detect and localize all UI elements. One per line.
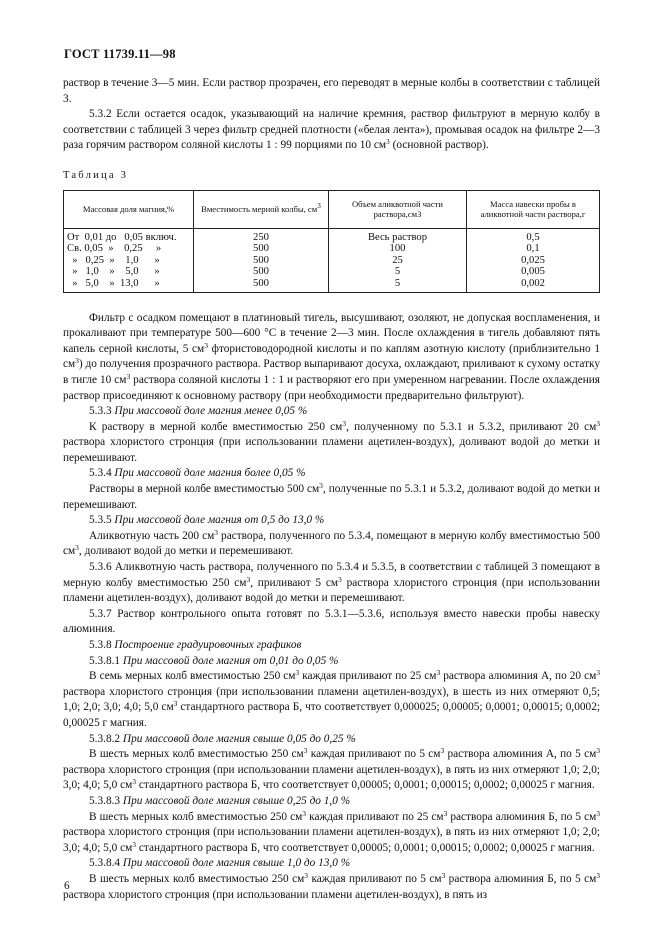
col-header-sample-mass: Масса навески пробы в аликвотной части раствора,г — [467, 190, 600, 228]
superscript: 3 — [204, 340, 208, 350]
document-header: ГОСТ 11739.11—98 — [64, 47, 176, 61]
superscript: 3 — [304, 870, 309, 880]
table-cell: 250 — [194, 228, 329, 243]
subsection-title: Построение градуировочных графиков — [114, 639, 302, 651]
paragraph-5-3-2: 5.3.2 Если остается осадок, указывающий на наличие кремния, раствор фильтруют в мерную колбу в соответствии с таблицей 3 через фильтр средней плотности («белая лента»), промывая осадок на фильтре 2—3 раза горячим раствором соляной кислоты 1 : 99 порциями по 10 $см^3$ (основной раствор). — [63, 108, 600, 152]
superscript: 3 — [214, 527, 218, 537]
subsection-heading — [63, 638, 600, 654]
superscript: 3 — [440, 746, 445, 756]
superscript: 3 — [443, 808, 448, 818]
table-cell: » 0,25 » 1,0 » — [64, 255, 194, 267]
table-cell: Св. 0,05 » 0,25 » — [64, 243, 194, 255]
table-row — [64, 228, 600, 243]
paragraph: 5.3.6 Аликвотную часть раствора, полученного по 5.3.4 и 5.3.5, в соответствии с таблицей 3 помещают в мерную колбу вместимостью 250 $см^3$, приливают 5 $см^3$ раствора хлористого стронция (при использовании пламени ацетилен-воздух), доливают водой до метки и перемешивают. — [63, 561, 600, 605]
superscript: 3 — [317, 200, 321, 210]
table-3 — [63, 190, 600, 293]
table-cell: 500 — [194, 266, 329, 278]
col-header-aliquot-volume: Объем аликвотной части раствора,см3 — [329, 190, 467, 228]
table-cell: 0,5 — [467, 228, 600, 243]
superscript: 3 — [132, 777, 137, 787]
paragraph: В шесть мерных колб вместимостью 250 $см^3$ каждая приливают по 25 $см^3$ раствора алюминия Б, по 5 $см^3$ раствора хлористого стронция (при использовании пламени ацетилен-воздух), в пять из них отмеряют 1,0; 2,0; 3,0; 4,0; 5,0 $см^3$ стандартного раствора Б, что соответствует 0,00005; 0,0001; 0,00015; 0,0002; 0,00025 г магния. — [63, 808, 600, 854]
superscript: 3 — [173, 699, 178, 709]
superscript: 3 — [596, 746, 600, 756]
subsection-number: 5.3.5 — [89, 514, 112, 527]
table-cell: 500 — [194, 278, 329, 292]
superscript: 3 — [132, 839, 137, 849]
table-cell: 5 — [329, 278, 467, 292]
paragraph: В шесть мерных колб вместимостью 250 $см^3$ каждая приливают по 5 $см^3$ раствора алюминия Б, по 5 $см^3$ раствора хлористого стронция (при использовании пламени ацетилен-воздух), в пять из — [63, 870, 600, 901]
superscript: 3 — [75, 356, 79, 366]
subsection-number: 5.3.8.1 — [89, 654, 121, 667]
table-row — [64, 243, 600, 255]
superscript: 3 — [246, 574, 251, 584]
col-header-flask-volume: Вместимость мерной колбы, $см^3$ — [194, 190, 329, 228]
table-row — [64, 278, 600, 292]
superscript: 3 — [386, 137, 390, 147]
superscript: 3 — [596, 418, 600, 428]
superscript: 3 — [126, 371, 131, 381]
subsection-title: При массовой доле магния от 0,01 до 0,05 % — [122, 654, 339, 667]
table-cell: 0,025 — [467, 255, 600, 267]
paragraph: В шесть мерных колб вместимостью 250 $см^3$ каждая приливают по 5 $см^3$ раствора алюминия А, по 5 $см^3$ раствора хлористого стронция (при использовании пламени ацетилен-воздух), в пять из них отмеряют 1,0; 2,0; 3,0; 4,0; 5,0 $см^3$ стандартного раствора Б, что соответствует 0,00005; 0,0001; 0,00015; 0,0002; 0,00025 г магния. — [63, 746, 600, 792]
superscript: 3 — [338, 574, 342, 584]
subsection-title: При массовой доле магния свыше 1,0 до 13,0 % — [122, 857, 351, 870]
superscript: 3 — [436, 668, 441, 678]
subsection-heading — [63, 654, 600, 670]
subsection-heading — [63, 794, 600, 810]
subsection-heading — [63, 466, 600, 482]
col-header-mass-fraction: Массовая доля магния,% — [64, 190, 194, 228]
subsection-number: 5.3.3 — [89, 405, 112, 418]
paragraph: Фильтр с осадком помещают в платиновый тигель, высушивают, озоляют, не допуская воспламенения, и прокаливают при температуре 500—600 °С в течение 2—3 мин. После охлаждения в тигель добавляют пять капель серной кислоты, 5 $см^3$ фтористоводородной кислоты и по каплям азотную кислоту (приблизительно 1 $см^3$) до получения прозрачного раствора. Раствор выпаривают досуха, охлаждают, приливают к сухому остатку в тигле 10 $см^3$ раствора соляной кислоты 1 : 1 и растворяют его при умеренном нагревании. После охлаждения раствор присоединяют к основному раствору (при необходимости предварительно фильтруют). — [63, 311, 601, 402]
table-cell: » 5,0 » 13,0 » — [64, 278, 194, 292]
table-cell: 5 — [329, 266, 467, 278]
superscript: 3 — [75, 543, 79, 553]
superscript: 3 — [302, 808, 307, 818]
table-cell: 500 — [194, 243, 329, 255]
table-cell: 25 — [329, 255, 467, 267]
subsection-heading — [63, 856, 600, 872]
superscript: 3 — [441, 870, 446, 880]
paragraph-continuation: раствор в течение 3—5 мин. Если раствор прозрачен, его переводят в мерные колбы в соответствии с таблицей 3. — [63, 77, 600, 105]
page-number: 6 — [64, 880, 70, 892]
table-caption: Таблица 3 — [63, 169, 129, 181]
superscript: 3 — [342, 418, 347, 428]
superscript: 3 — [303, 746, 308, 756]
table-row — [64, 255, 600, 267]
paragraph: В семь мерных колб вместимостью 250 $см^3$ каждая приливают по 25 $см^3$ раствора алюминия А, по 20 $см^3$ раствора хлористого стронция (при использовании пламени ацетилен-воздух), в шесть из них отмеряют 0,5; 1,0; 2,0; 3,0; 4,0; 5,0 $см^3$ стандартного раствора Б, что соответствует 0,000025; 0,00005; 0,0001; 0,00015; 0,0002; 0,00025 г магния. — [63, 668, 600, 729]
subsection-number: 5.3.8.3 — [89, 794, 121, 807]
table-cell: 0,1 — [467, 243, 600, 255]
superscript: 3 — [295, 668, 300, 678]
subsection-heading — [63, 404, 600, 420]
subsection-number: 5.3.8.2 — [89, 732, 121, 745]
subsection-title: При массовой доле магния более 0,05 % — [114, 467, 306, 480]
paragraph: Растворы в мерной колбе вместимостью 500 $см^3$, полученные по 5.3.1 и 5.3.2, доливают водой до метки и перемешивают. — [63, 481, 600, 511]
subsection-heading — [63, 732, 600, 748]
subsection-number: 5.3.4 — [89, 467, 112, 480]
table-header-row — [64, 190, 600, 228]
superscript: 3 — [596, 870, 600, 880]
document-body — [63, 76, 600, 903]
subsection-title: При массовой доле магния свыше 0,05 до 0,25 % — [122, 732, 356, 745]
superscript: 3 — [319, 481, 323, 491]
table-cell: 0,005 — [467, 266, 600, 278]
paragraph: 5.3.7 Раствор контрольного опыта готовят по 5.3.1—5.3.6, используя вместо навески пробы навеску алюминия. — [63, 607, 600, 636]
table-cell: 100 — [329, 243, 467, 255]
table-cell: » 1,0 » 5,0 » — [64, 266, 194, 278]
paragraph: К раствору в мерной колбе вместимостью 250 $см^3$, полученному по 5.3.1 и 5.3.2, приливают 20 $см^3$ раствора хлористого стронция (при использовании пламени ацетилен-воздух), доливают водой до метки и перемешивают. — [63, 418, 600, 464]
subsection-number: 5.3.8.4 — [89, 857, 121, 870]
subsection-heading — [63, 513, 600, 529]
subsection-title: При массовой доле магния от 0,5 до 13,0 % — [114, 514, 325, 527]
table-row — [64, 266, 600, 278]
table-cell: От 0,01 до 0,05 включ. — [64, 228, 194, 243]
superscript: 3 — [596, 668, 600, 678]
subsection-title: При массовой доле магния менее 0,05 % — [114, 405, 308, 418]
table-cell: 500 — [194, 255, 329, 267]
table-cell: Весь раствор — [329, 228, 467, 243]
subsection-title: При массовой доле магния свыше 0,25 до 1,0 % — [122, 794, 351, 807]
subsection-number: 5.3.8 — [89, 639, 112, 651]
table-cell: 0,002 — [467, 278, 600, 292]
main-text — [63, 311, 600, 904]
paragraph: Аликвотную часть 200 $см^3$ раствора, полученного по 5.3.4, помещают в мерную колбу вместимостью 500 $см^3$, доливают водой до метки и перемешивают. — [63, 527, 600, 558]
superscript: 3 — [596, 808, 600, 818]
